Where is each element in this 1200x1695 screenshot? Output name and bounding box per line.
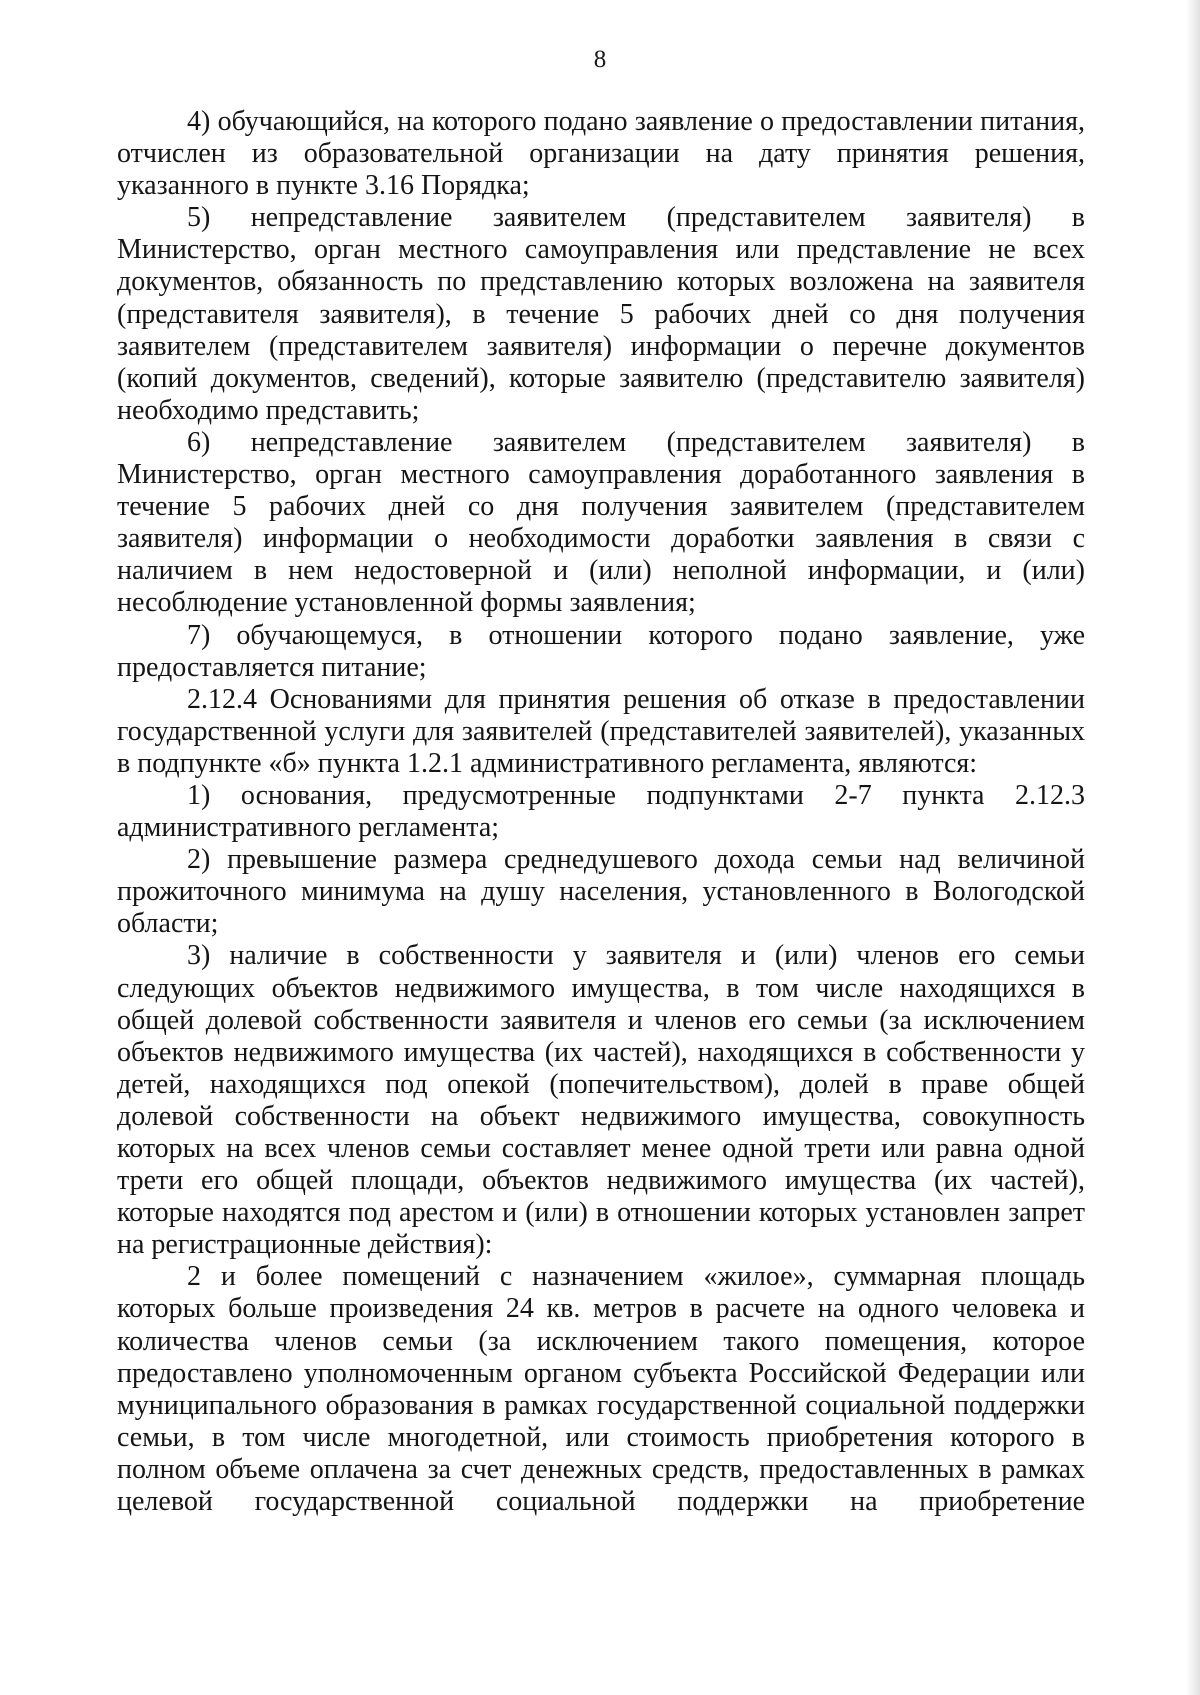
page-edge-shadow	[1186, 0, 1200, 1695]
paragraph-subitem-3: 3) наличие в собственности у заявителя и (или) членов его семьи следующих объектов недвижимого имущества, в том числе находящихся в общей долевой собственности заявителя и членов его семьи (за исключением объектов недвижимого имущества (их частей), находящихся в собственности у детей, находящихся под опекой (попечительством), долей в праве общей долевой собственности на объект недвижимого имущества, совокупность которых на всех членов семьи составляет менее одной трети или равна одной трети его общей площади, объектов недвижимого имущества (их частей), которые находятся под арестом и (или) в отношении которых установлен запрет на регистрационные действия):	[117, 940, 1085, 1261]
paragraph-subitem-2: 2) превышение размера среднедушевого дохода семьи над величиной прожиточного минимума на душу населения, установленного в Вологодской области;	[117, 844, 1085, 940]
paragraph-premises: 2 и более помещений с назначением «жилое», суммарная площадь которых больше произведения 24 кв. метров в расчете на одного человека и количества членов семьи (за исключением такого помещения, которое предоставлено уполномоченным органом субъекта Российской Федерации или муниципального образования в рамках государственной социальной поддержки семьи, в том числе многодетной, или стоимость приобретения которого в полном объеме оплачена за счет денежных средств, предоставленных в рамках целевой государственной социальной поддержки на приобретение	[117, 1261, 1085, 1518]
paragraph-item-7: 7) обучающемуся, в отношении которого подано заявление, уже предоставляется питание;	[117, 619, 1085, 683]
paragraph-subitem-1: 1) основания, предусмотренные подпунктами 2-7 пункта 2.12.3 административного регламента;	[117, 779, 1085, 844]
document-body	[117, 106, 1085, 1518]
page-number: 8	[593, 46, 607, 73]
paragraph-item-6: 6) непредставление заявителем (представителем заявителя) в Министерство, орган местного самоуправления доработанного заявления в течение 5 рабочих дней со дня получения заявителем (представителем заявителя) информации о необходимости доработки заявления в связи с наличием в нем недостоверной и (или) неполной информации, и (или) несоблюдение установленной формы заявления;	[117, 426, 1085, 619]
paragraph-clause-2-12-4: 2.12.4 Основаниями для принятия решения об отказе в предоставлении государственной услуги для заявителей (представителей заявителей), указанных в подпункте «б» пункта 1.2.1 административного регламента, являются:	[117, 683, 1085, 779]
paragraph-item-5: 5) непредставление заявителем (представителем заявителя) в Министерство, орган местного самоуправления или представление не всех документов, обязанность по представлению которых возложена на заявителя (представителя заявителя), в течение 5 рабочих дней со дня получения заявителем (представителем заявителя) информации о перечне документов (копий документов, сведений), которые заявителю (представителю заявителя) необходимо представить;	[117, 202, 1085, 426]
paragraph-item-4: 4) обучающийся, на которого подано заявление о предоставлении питания, отчислен из образовательной организации на дату принятия решения, указанного в пункте 3.16 Порядка;	[117, 106, 1085, 202]
